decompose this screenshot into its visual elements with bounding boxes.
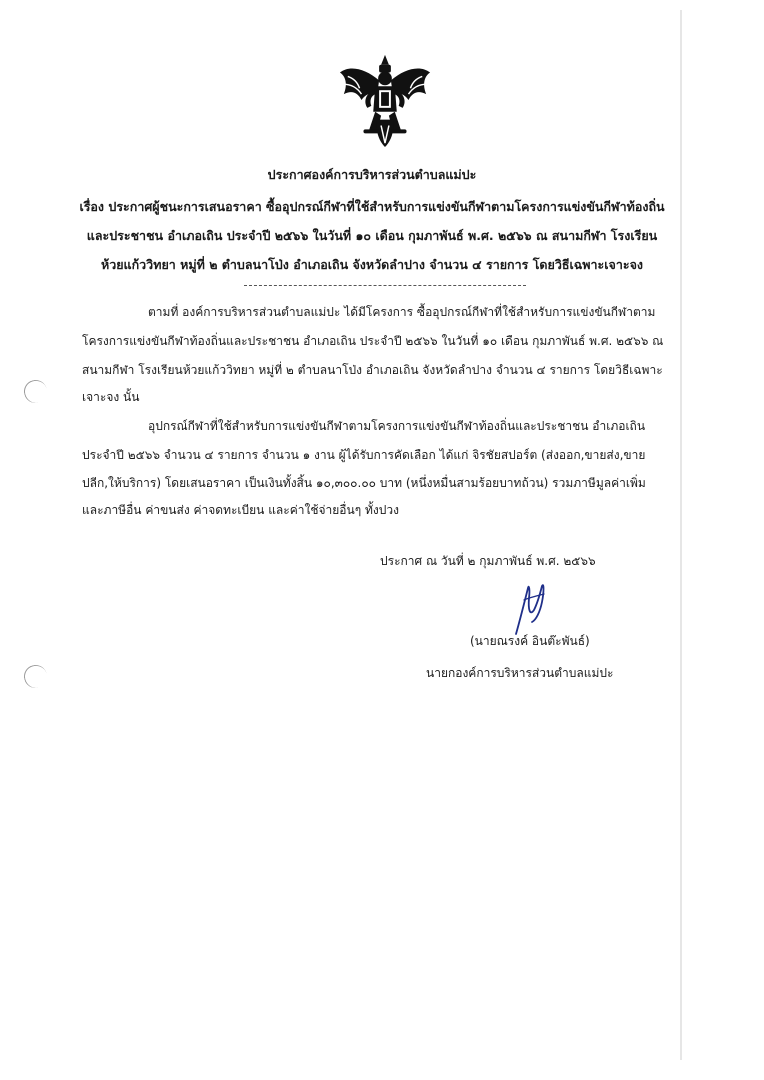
paragraph-1-line-1: ตามที่ องค์การบริหารส่วนตำบลแม่ปะ ได้มีโครงการ ซื้ออุปกรณ์กีฬาที่ใช้สำหรับการแข่งขันกีฬาตาม (148, 305, 656, 319)
garuda-emblem-icon (336, 50, 434, 150)
signer-name: (นายณรงค์ อินต๊ะพันธ์) (470, 634, 590, 648)
handwritten-signature (510, 580, 550, 636)
subject-line-2: และประชาชน อำเภอเถิน ประจำปี ๒๕๖๖ ในวันที่ ๑๐ เดือน กุมภาพันธ์ พ.ศ. ๒๕๖๖ ณ สนามกีฬา โรงเรียน (86, 228, 658, 243)
punch-hole-mark-bottom (21, 662, 49, 690)
subject-line-1: เรื่อง ประกาศผู้ชนะการเสนอราคา ซื้ออุปกรณ์กีฬาที่ใช้สำหรับการแข่งขันกีฬาตามโครงการแข่งขันกีฬาท้องถิ่น (79, 199, 665, 214)
subject-line-3: ห้วยแก้ววิทยา หมู่ที่ ๒ ตำบลนาโป่ง อำเภอเถิน จังหวัดลำปาง จำนวน ๔ รายการ โดยวิธีเฉพาะเจาะจง (100, 257, 644, 272)
signer-title: นายกองค์การบริหารส่วนตำบลแม่ปะ (426, 666, 614, 680)
announcement-date: ประกาศ ณ วันที่ ๒ กุมภาพันธ์ พ.ศ. ๒๕๖๖ (380, 554, 596, 568)
paragraph-2-line-2: ประจำปี ๒๕๖๖ จำนวน ๔ รายการ จำนวน ๑ งาน ผู้ได้รับการคัดเลือก ได้แก่ จิรชัยสปอร์ต (ส่งออก,ขายส่ง,ขาย (82, 448, 646, 462)
header-divider (244, 285, 526, 286)
paragraph-2-line-1: อุปกรณ์กีฬาที่ใช้สำหรับการแข่งขันกีฬาตามโครงการแข่งขันกีฬาท้องถิ่นและประชาชน อำเภอเถิน (148, 419, 646, 433)
paragraph-1-line-4: เจาะจง นั้น (82, 390, 140, 404)
paragraph-1-line-3: สนามกีฬา โรงเรียนห้วยแก้ววิทยา หมู่ที่ ๒ ตำบลนาโป่ง อำเภอเถิน จังหวัดลำปาง จำนวน ๔ รายการ โดยวิธีเฉพาะ (82, 363, 663, 377)
paragraph-2-line-3: ปลีก,ให้บริการ) โดยเสนอราคา เป็นเงินทั้งสิ้น ๑๐,๓๐๐.๐๐ บาท (หนึ่งหมื่นสามร้อยบาทถ้วน) รวมภาษีมูลค่าเพิ่ม (82, 476, 646, 490)
announcement-title: ประกาศองค์การบริหารส่วนตำบลแม่ปะ (267, 167, 477, 182)
punch-hole-mark-top (21, 377, 49, 405)
paragraph-2-line-4: และภาษีอื่น ค่าขนส่ง ค่าจดทะเบียน และค่าใช้จ่ายอื่นๆ ทั้งปวง (82, 503, 399, 517)
paragraph-1-line-2: โครงการแข่งขันกีฬาท้องถิ่นและประชาชน อำเภอเถิน ประจำปี ๒๕๖๖ ในวันที่ ๑๐ เดือน กุมภาพันธ์ พ.ศ. ๒๕๖๖ ณ (82, 334, 664, 348)
